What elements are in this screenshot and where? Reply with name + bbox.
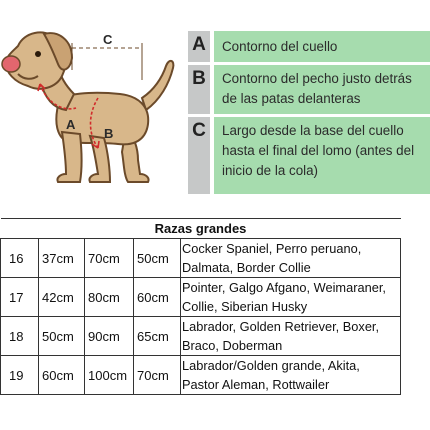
cell-size: 18 — [1, 317, 39, 356]
dog-nose — [2, 56, 20, 72]
table-title: Razas grandes — [1, 219, 401, 239]
dog-eye — [35, 51, 41, 57]
measurement-legend — [188, 31, 430, 197]
cell-size: 17 — [1, 278, 39, 317]
legend-text: Contorno del pecho justo detrás de las patas delanteras — [214, 65, 430, 114]
cell-size: 16 — [1, 239, 39, 278]
cell-length: 50cm — [134, 239, 181, 278]
cell-neck: 42cm — [39, 278, 85, 317]
size-table — [0, 218, 401, 395]
cell-neck: 50cm — [39, 317, 85, 356]
cell-breeds: Labrador, Golden Retriever, Boxer, Braco, Doberman — [181, 317, 401, 356]
cell-breeds: Cocker Spaniel, Perro peruano, Dalmata, Border Collie — [181, 239, 401, 278]
table-title-row — [1, 219, 401, 239]
cell-breeds: Pointer, Galgo Afgano, Weimaraner, Collie, Siberian Husky — [181, 278, 401, 317]
legend-text: Contorno del cuello — [214, 31, 430, 62]
cell-breeds: Labrador/Golden grande, Akita, Pastor Aleman, Rottwailer — [181, 356, 401, 395]
measure-a-label: A — [66, 117, 76, 132]
cell-length: 65cm — [134, 317, 181, 356]
cell-chest: 80cm — [85, 278, 134, 317]
cell-length: 60cm — [134, 278, 181, 317]
cell-size: 19 — [1, 356, 39, 395]
legend-letter: B — [188, 65, 210, 114]
cell-chest: 70cm — [85, 239, 134, 278]
table-row — [1, 278, 401, 317]
legend-row-a — [188, 31, 430, 62]
table-row — [1, 356, 401, 395]
measure-b-label: B — [104, 126, 114, 141]
legend-text: Largo desde la base del cuello hasta el final del lomo (antes del inicio de la cola) — [214, 117, 430, 194]
cell-neck: 37cm — [39, 239, 85, 278]
table-row — [1, 317, 401, 356]
legend-row-c — [188, 117, 430, 194]
dog-tail — [142, 61, 173, 110]
cell-chest: 90cm — [85, 317, 134, 356]
legend-letter: A — [188, 31, 210, 62]
cell-length: 70cm — [134, 356, 181, 395]
cell-neck: 60cm — [39, 356, 85, 395]
legend-letter: C — [188, 117, 210, 194]
legend-row-b — [188, 65, 430, 114]
cell-chest: 100cm — [85, 356, 134, 395]
measure-c-label: C — [103, 32, 113, 47]
dog-measurement-diagram — [0, 24, 184, 186]
table-row — [1, 239, 401, 278]
dog-front-leg — [57, 132, 81, 182]
